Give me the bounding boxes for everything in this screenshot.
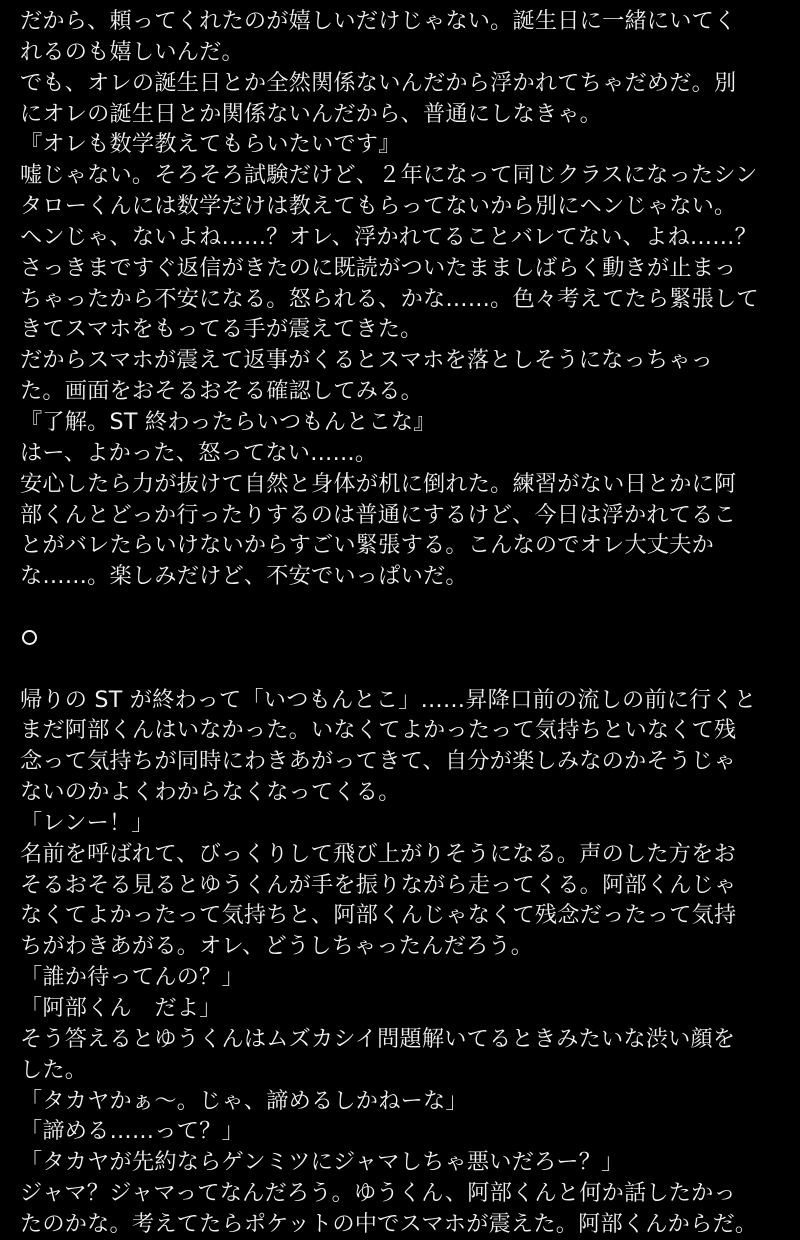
story-line: 『オレも数学教えてもらいたいです』 (20, 131, 401, 158)
story-line: ちがわきあがる。オレ、どうしちゃったんだろう。 (20, 933, 534, 960)
story-paragraph-block-1 (20, 6, 790, 592)
story-line: きてスマホをもってる手が震えてきた。 (20, 316, 423, 343)
story-text-body (20, 6, 790, 1240)
story-line: 「阿部くん だよ」 (20, 995, 222, 1021)
story-line: さっきまですぐ返信がきたのに既読がついたまましばらく動きが止まっ (20, 254, 737, 281)
story-line: なくてよかったって気持ちと、阿部くんじゃなくて残念だったって気持 (20, 902, 737, 929)
story-line: ヘンじゃ、ないよね……？オレ、浮かれてることバレてない、よね……？ (20, 223, 758, 250)
story-line: な……。楽しみだけど、不安でいっぱいだ。 (20, 563, 468, 590)
story-line: そるおそる見るとゆうくんが手を振りながら走ってくる。阿部くんじゃ (20, 871, 737, 898)
story-line: タローくんには数学だけは教えてもらってないから別にヘンじゃない。 (20, 193, 737, 220)
story-line: とがバレたらいけないからすごい緊張する。こんなのでオレ大丈夫か (20, 532, 715, 559)
story-paragraph-block-2 (20, 685, 790, 1240)
story-line: 「誰か待ってんの？」 (20, 964, 244, 991)
story-line: 名前を呼ばれて、びっくりして飛び上がりそうになる。声のした方をお (20, 840, 736, 867)
story-line: 帰りの ST が終わって「いつもんとこ」……昇降口前の流しの前に行くと (20, 686, 757, 713)
story-line: そう答えるとゆうくんはムズカシイ問題解いてるときみたいな渋い顔を (20, 1025, 736, 1052)
story-line: にオレの誕生日とか関係ないんだから、普通にしなきゃ。 (20, 100, 603, 127)
story-line: ジャマ？ジャマってなんだろう。ゆうくん、阿部くんと何か話したかっ (20, 1180, 736, 1207)
story-line: ないのかよくわからなくなってくる。 (20, 779, 401, 806)
story-line: はー、よかった、怒ってない……。 (20, 439, 378, 466)
story-line: れるのも嬉しいんだ。 (20, 38, 244, 65)
story-line: 「諦める……って？」 (20, 1118, 244, 1145)
story-line: 安心したら力が抜けて自然と身体が机に倒れた。練習がない日とかに阿 (20, 470, 737, 497)
scene-break-circle-icon (22, 630, 37, 645)
story-line: たのかな。考えてたらポケットの中でスマホが震えた。阿部くんからだ。 (20, 1210, 758, 1237)
story-line: た。画面をおそるおそる確認してみる。 (20, 378, 423, 405)
story-line: 「レンー！」 (20, 809, 154, 836)
story-line: 「タカヤかぁ〜。じゃ、諦めるしかねーな」 (20, 1087, 468, 1114)
blank-line (20, 654, 790, 685)
story-line: 部くんとどっか行ったりするのは普通にするけど、今日は浮かれてるこ (20, 501, 736, 528)
story-line: した。 (20, 1056, 88, 1083)
story-line: まだ阿部くんはいなかった。いなくてよかったって気持ちといなくて残 (20, 717, 737, 744)
story-line: 念って気持ちが同時にわきあがってきて、自分が楽しみなのかそうじゃ (20, 748, 736, 775)
story-line: 嘘じゃない。そろそろ試験だけど、２年になって同じクラスになったシン (20, 162, 758, 189)
blank-line (20, 592, 790, 623)
story-line: 「タカヤが先約ならゲンミツにジャマしちゃ悪いだろー？」 (20, 1149, 624, 1176)
story-line: でも、オレの誕生日とか全然関係ないんだから浮かれてちゃだめだ。別 (20, 69, 737, 96)
story-line: だからスマホが震えて返事がくるとスマホを落としそうになっちゃっ (20, 347, 714, 374)
story-line: だから、頼ってくれたのが嬉しいだけじゃない。誕生日に一緒にいてく (20, 8, 737, 34)
story-line: ちゃったから不安になる。怒られる、かな……。色々考えてたら緊張して (20, 285, 759, 312)
story-line: 『了解。ST 終わったらいつもんとこな』 (20, 408, 436, 435)
scene-break (20, 623, 790, 654)
